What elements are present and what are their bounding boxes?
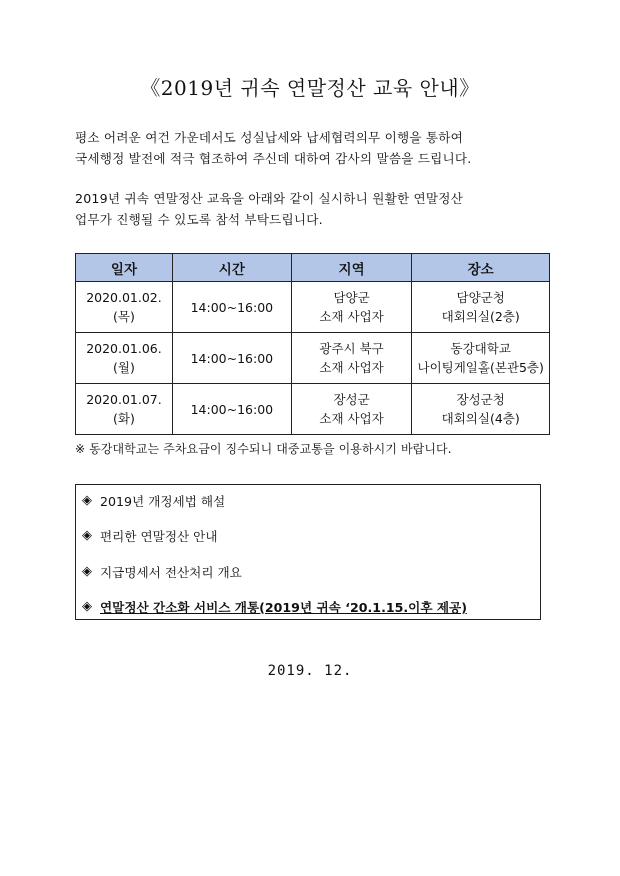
table-row: [76, 333, 550, 384]
region-desc: 소재 사업자: [319, 360, 384, 375]
notice-line: 업무가 진행될 수 있도록 참석 부탁드립니다.: [75, 212, 323, 227]
place-name: 장성군청: [456, 392, 505, 407]
topic-text: 지급명세서 전산처리 개요: [100, 565, 242, 580]
notice-line: 2019년 귀속 연말정산 교육을 아래와 같이 실시하니 원활한 연말정산: [75, 191, 463, 206]
table-row: [76, 384, 550, 435]
intro-line: 평소 어려운 여건 가운데서도 성실납세와 납세협력의무 이행을 통하여: [75, 130, 464, 145]
schedule-table: [75, 253, 550, 435]
topic-item: [82, 526, 218, 545]
place-name: 동강대학교: [450, 341, 511, 356]
header-region: 지역: [291, 254, 412, 282]
document-date: 2019. 12.: [267, 663, 353, 679]
region-name: 광주시 북구: [319, 341, 384, 356]
cell-region: [291, 333, 412, 384]
cell-date: 2020.01.06.(월): [76, 333, 173, 384]
region-name: 장성군: [333, 392, 370, 407]
notice-paragraph: [75, 188, 553, 230]
cell-region: [291, 384, 412, 435]
diamond-bullet-icon: ◈: [82, 599, 92, 614]
cell-time: 14:00~16:00: [172, 282, 291, 333]
intro-paragraph: [75, 127, 553, 169]
topic-text: 2019년 개정세법 해설: [100, 494, 226, 509]
cell-place: [412, 384, 550, 435]
header-date: 일자: [76, 254, 173, 282]
region-desc: 소재 사업자: [319, 309, 384, 324]
diamond-bullet-icon: ◈: [82, 493, 92, 508]
cell-time: 14:00~16:00: [172, 384, 291, 435]
place-name: 담양군청: [456, 290, 505, 305]
header-place: 장소: [412, 254, 550, 282]
topic-item: [82, 562, 242, 581]
page-title: 《2019년 귀속 연말정산 교육 안내》: [140, 76, 480, 100]
cell-date: 2020.01.07.(화): [76, 384, 173, 435]
table-row: [76, 282, 550, 333]
cell-place: [412, 333, 550, 384]
intro-line: 국세행정 발전에 적극 협조하여 주신데 대하여 감사의 말씀을 드립니다.: [75, 151, 472, 166]
region-desc: 소재 사업자: [319, 411, 384, 426]
topics-box: [75, 484, 541, 620]
diamond-bullet-icon: ◈: [82, 564, 92, 579]
region-name: 담양군: [333, 290, 370, 305]
cell-region: [291, 282, 412, 333]
place-room: 대회의실(2층): [441, 309, 520, 324]
cell-date: 2020.01.02.(목): [76, 282, 173, 333]
header-time: 시간: [172, 254, 291, 282]
place-room: 나이팅게일홀(본관5층): [417, 360, 544, 375]
parking-note: ※ 동강대학교는 주차요금이 징수되니 대중교통을 이용하시기 바랍니다.: [75, 442, 452, 456]
place-room: 대회의실(4층): [441, 411, 520, 426]
cell-place: [412, 282, 550, 333]
topic-item: [82, 491, 225, 510]
table-header-row: [76, 254, 550, 282]
topic-text: 편리한 연말정산 안내: [100, 529, 218, 544]
topic-item-highlight: [82, 597, 467, 616]
diamond-bullet-icon: ◈: [82, 528, 92, 543]
topic-text: 연말정산 간소화 서비스 개통(2019년 귀속 ‘20.1.15.이후 제공): [100, 600, 467, 615]
cell-time: 14:00~16:00: [172, 333, 291, 384]
